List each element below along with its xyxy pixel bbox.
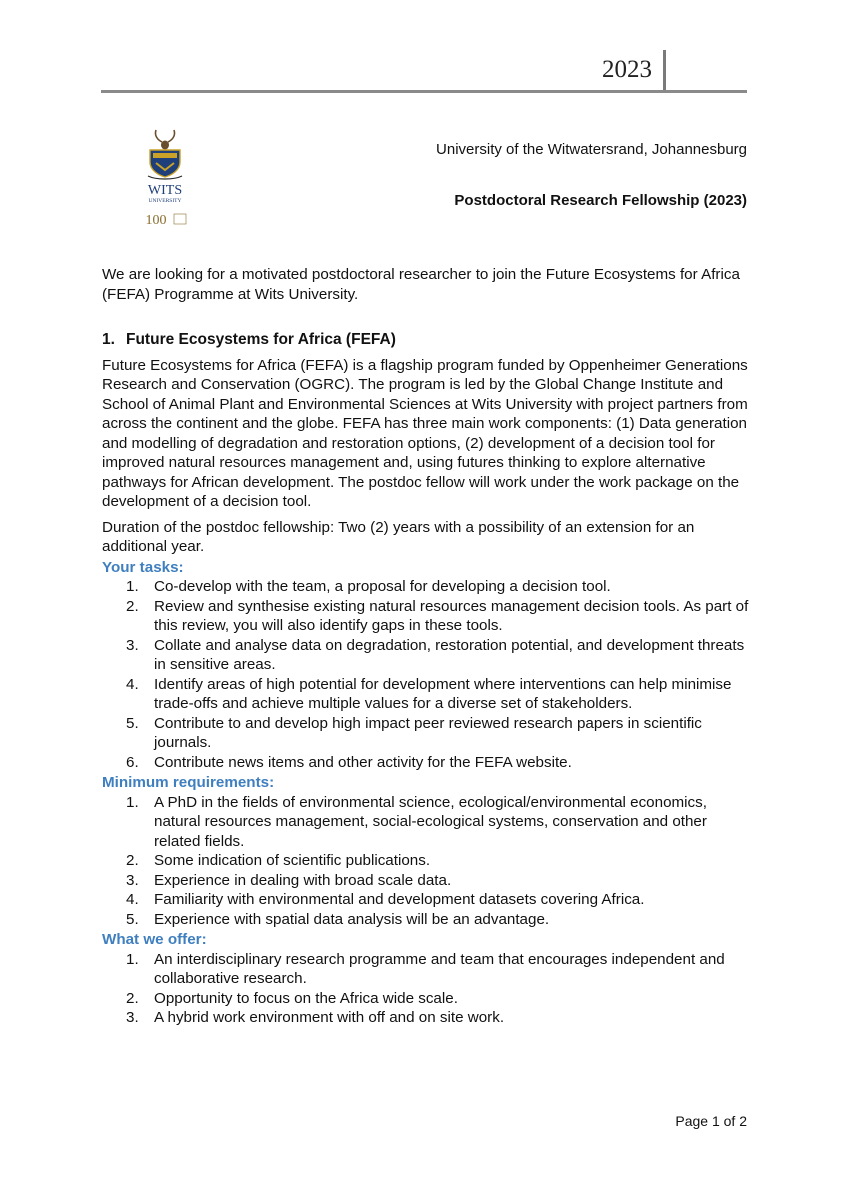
header-vertical-rule (663, 50, 666, 92)
list-number: 3. (126, 871, 139, 889)
offer-list (102, 950, 750, 1028)
list-item (102, 714, 750, 753)
list-text: Familiarity with environmental and development datasets covering Africa. (154, 891, 645, 908)
list-number: 3. (126, 636, 139, 654)
tasks-list (102, 577, 750, 772)
list-text: An interdisciplinary research programme and team that encourages independent and collaborative research. (154, 950, 725, 987)
logo-wits-text: WITS (147, 183, 183, 198)
list-text: Contribute news items and other activity for the FEFA website. (154, 753, 572, 771)
page-number: Page 1 of 2 (675, 1113, 747, 1129)
fellowship-title: Postdoctoral Research Fellowship (2023) (454, 192, 747, 209)
list-text: Review and synthesise existing natural resources management decision tools. As part of this review, you will also identify gaps in these tools. (154, 597, 749, 634)
list-item (102, 636, 750, 675)
list-item (102, 793, 750, 852)
list-item (102, 950, 750, 989)
list-number: 1. (126, 793, 139, 811)
list-item (102, 871, 750, 891)
university-name: University of the Witwatersrand, Johannesburg (436, 141, 747, 158)
list-number: 6. (126, 753, 139, 771)
kudu-crest-icon (148, 130, 182, 179)
list-item (102, 577, 750, 597)
list-item (102, 851, 750, 871)
list-text: A hybrid work environment with off and on site work. (154, 1009, 505, 1026)
requirements-heading: Minimum requirements: (102, 774, 275, 791)
section-title: Future Ecosystems for Africa (FEFA) (126, 331, 396, 348)
duration-paragraph: Duration of the postdoc fellowship: Two (2) years with a possibility of an extension for an additional year. (102, 518, 695, 555)
list-text: A PhD in the fields of environmental science, ecological/environmental economics, natural resources management, social-ecological systems, conservation and other related fields. (154, 793, 707, 850)
list-text: Some indication of scientific publications. (154, 852, 431, 869)
list-number: 3. (126, 1009, 139, 1026)
logo-anniversary-text: 100 (145, 213, 167, 228)
logo-anniversary-badge-icon (174, 214, 186, 224)
list-text: Co-develop with the team, a proposal for developing a decision tool. (154, 578, 611, 595)
section-number: 1. (102, 331, 115, 348)
list-item (102, 910, 750, 930)
offer-heading: What we offer: (102, 931, 207, 948)
list-text: Collate and analyse data on degradation, restoration potential, and development threats in sensitive areas. (154, 636, 745, 673)
list-number: 4. (126, 675, 139, 693)
document-body (102, 265, 750, 1028)
list-text: Experience with spatial data analysis will be an advantage. (154, 910, 550, 928)
list-number: 5. (126, 714, 139, 732)
logo-university-text: UNIVERSITY (148, 198, 182, 204)
wits-logo (138, 126, 192, 230)
list-text: Opportunity to focus on the Africa wide scale. (154, 989, 458, 1007)
intro-paragraph: We are looking for a motivated postdoctoral researcher to join the Future Ecosystems for Africa (FEFA) Programme at Wits University. (102, 266, 740, 303)
list-number: 2. (126, 852, 139, 869)
list-item (102, 597, 750, 636)
list-item (102, 890, 750, 910)
list-number: 1. (126, 950, 139, 968)
list-number: 4. (126, 891, 139, 908)
header-year: 2023 (602, 56, 652, 83)
list-number: 2. (126, 989, 139, 1007)
list-number: 5. (126, 910, 139, 928)
list-item (102, 753, 750, 773)
section-body: Future Ecosystems for Africa (FEFA) is a flagship program funded by Oppenheimer Generations Research and Conservation (OGRC). The program is led by the Global Change Institute and School of Animal Plant and Environmental Sciences at Wits University with project partners from across the continent and the globe. FEFA has three main work components: (1) Data generation and modelling of degradation and restoration options, (2) development of a decision tool for improved natural resources management and, using futures thinking to explore alternative pathways for African development. The postdoc fellow will work under the work package on the development of a decision tool. (102, 356, 748, 510)
list-text: Experience in dealing with broad scale data. (154, 871, 452, 889)
header-rule (101, 90, 747, 93)
list-text: Contribute to and develop high impact peer reviewed research papers in scientific journals. (154, 714, 702, 751)
list-item (102, 1008, 750, 1028)
list-item (102, 989, 750, 1009)
list-text: Identify areas of high potential for development where interventions can help minimise trade-offs and achieve multiple values for a diverse set of stakeholders. (154, 675, 732, 712)
list-item (102, 675, 750, 714)
tasks-heading: Your tasks: (102, 558, 184, 576)
list-number: 1. (126, 578, 139, 595)
requirements-list (102, 793, 750, 930)
section-heading (102, 330, 750, 350)
list-number: 2. (126, 597, 139, 615)
